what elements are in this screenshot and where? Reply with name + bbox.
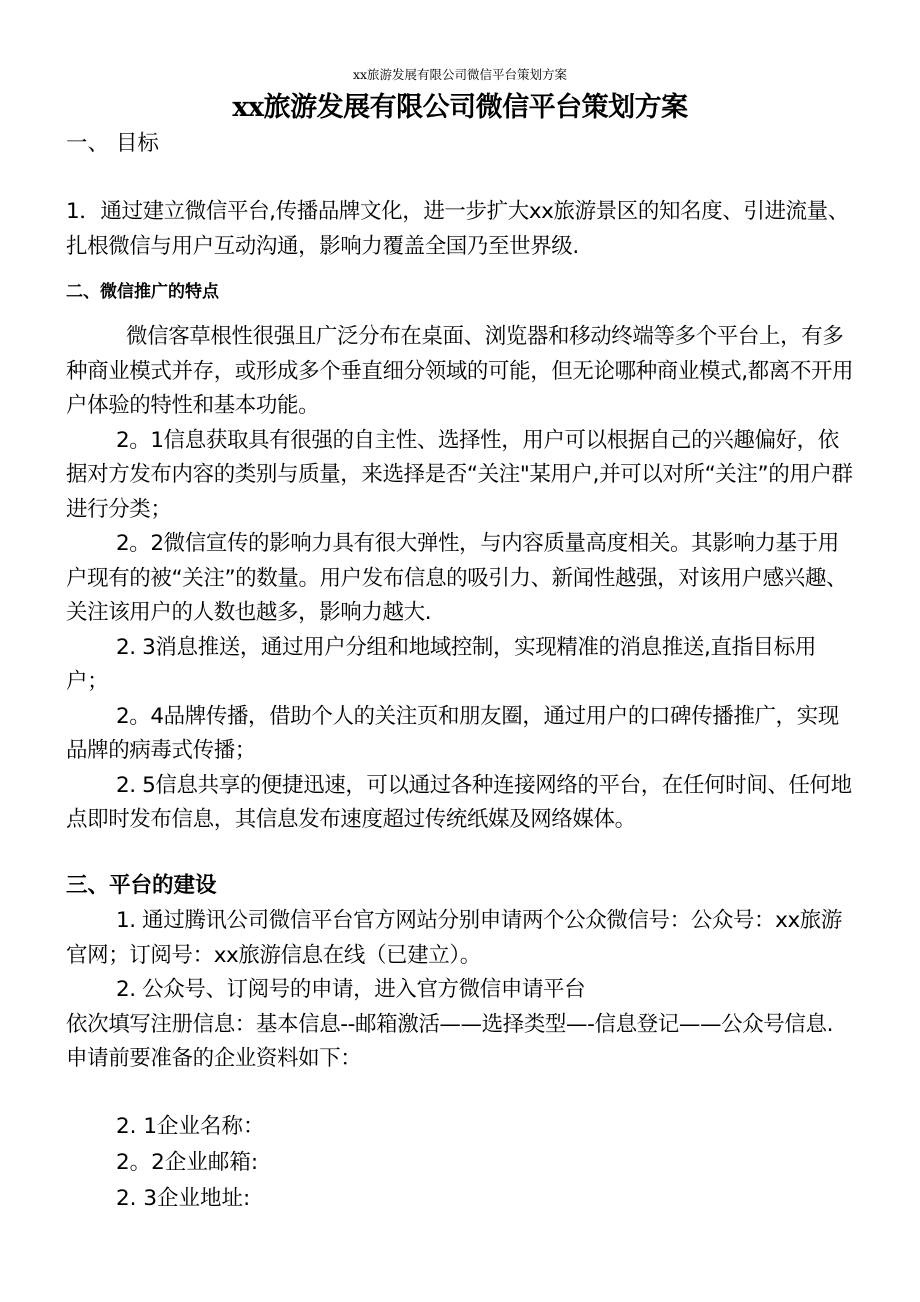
section-3-heading: 三、平台的建设 [66,873,217,898]
section-3-body [66,904,856,1077]
document-title: xx旅游发展有限公司微信平台策划方案 [232,92,688,123]
goal-text: 1．通过建立微信平台,传播品牌文化，进一步扩大xx旅游景区的知名度、引进流量、扎根微信与用户互动沟通，影响力覆盖全国乃至世界级. [66,199,849,259]
section-3-point-2-body: 依次填写注册信息：基本信息--邮箱激活——选择类型—-信息登记——公众号信息. [66,1011,834,1037]
section-3-point-1: 1. 通过腾讯公司微信平台官方网站分别申请两个公众微信号：公众号：xx旅游官网；订阅号：xx旅游信息在线（已建立）。 [66,908,842,968]
prep-item-company-name: 2. 1企业名称： [116,1114,265,1139]
section-1-heading: 一、 目标 [66,131,159,156]
point-2-5: 2. 5信息共享的便捷迅速，可以通过各种连接网络的平台，在任何时间、任何地点即时发布信息，其信息发布速度超过传统纸媒及网络媒体。 [66,772,852,832]
point-2-1: 2。1信息获取具有很强的自主性、选择性，用户可以根据自己的兴趣偏好，依据对方发布内容的类别与质量，来选择是否“关注"某用户,并可以对所“关注”的用户群进行分类； [66,427,853,522]
point-2-4: 2。4品牌传播，借助个人的关注页和朋友圈，通过用户的口碑传播推广，实现品牌的病毒式传播； [66,703,839,763]
prep-intro: 申请前要准备的企业资料如下： [66,1046,362,1071]
section-3-point-2-lead: 2. 公众号、订阅号的申请，进入官方微信申请平台 [116,977,586,1002]
running-header: xx旅游发展有限公司微信平台策划方案 [352,67,568,82]
point-2-2: 2。2微信宣传的影响力具有很大弹性，与内容质量高度相关。其影响力基于用户现有的被“关注”的数量。用户发布信息的吸引力、新闻性越强，对该用户感兴趣、关注该用户的人数也越多，影响力越大. [66,531,848,625]
section-1-paragraph [66,195,856,264]
prep-item-company-email: 2。2企业邮箱: [116,1150,259,1175]
prep-item-company-address: 2. 3企业地址: [116,1186,251,1211]
section-2-body [66,320,856,838]
point-2-3: 2. 3消息推送，通过用户分组和地域控制，实现精准的消息推送,直指目标用户； [66,634,816,694]
section-2-intro: 微信客草根性很强且广泛分布在桌面、浏览器和移动终端等多个平台上，有多种商业模式并存，或形成多个垂直细分领域的可能，但无论哪种商业模式,都离不开用户体验的特性和基本功能。 [66,324,854,418]
section-2-heading: 二、微信推广的特点 [66,282,219,302]
